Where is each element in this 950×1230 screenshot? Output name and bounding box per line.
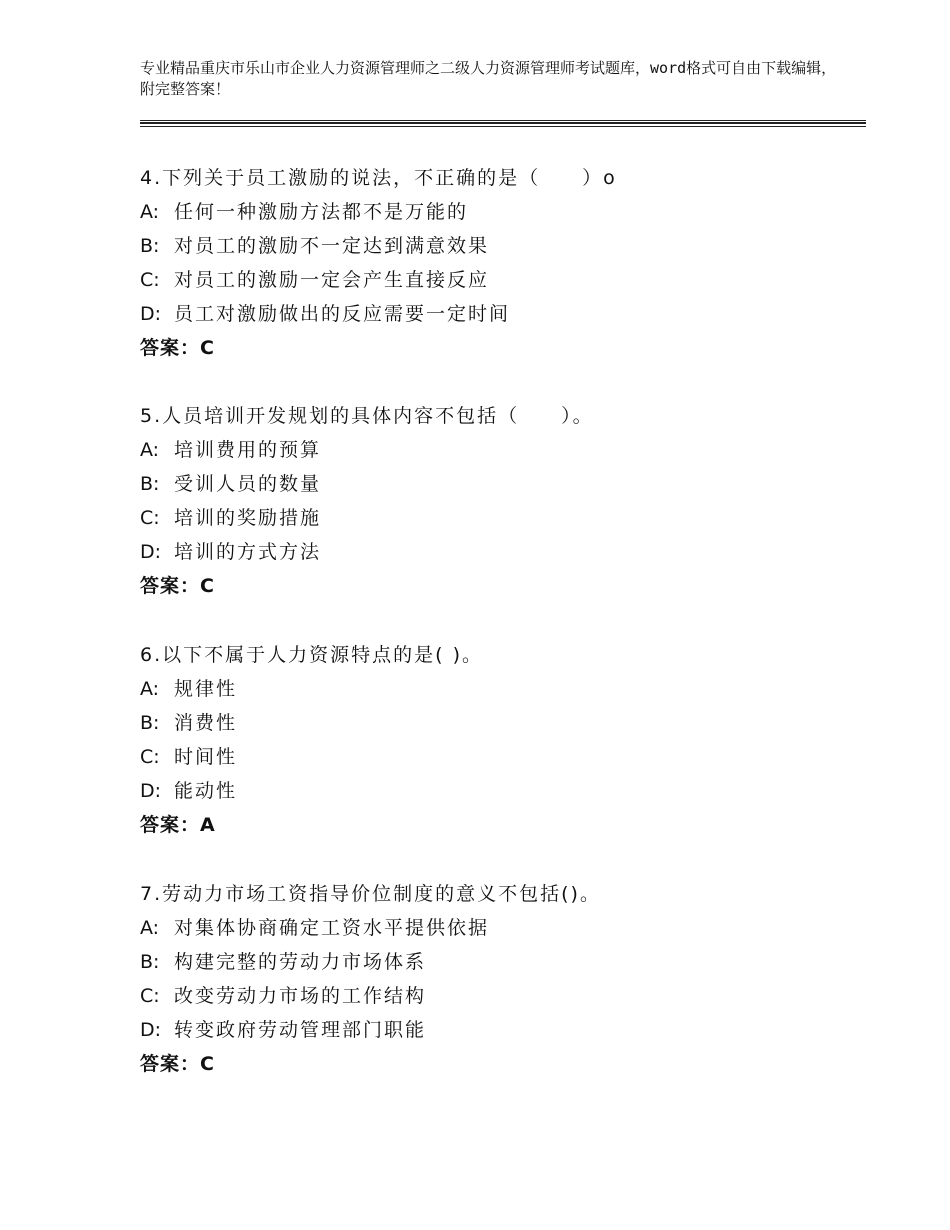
option-text: 构建完整的劳动力市场体系 — [174, 951, 427, 973]
option-d — [140, 774, 860, 808]
option-text: 对员工的激励不一定达到满意效果 — [174, 235, 490, 257]
option-text: 对员工的激励一定会产生直接反应 — [174, 269, 490, 291]
question-stem: 7.劳动力市场工资指导价位制度的意义不包括()。 — [140, 883, 601, 905]
option-key: A: — [140, 917, 160, 939]
question-stem: 6.以下不属于人力资源特点的是( )。 — [140, 644, 483, 666]
option-text: 转变政府劳动管理部门职能 — [174, 1019, 427, 1041]
option-key: B: — [140, 712, 160, 734]
answer-line: 答案：C — [140, 1053, 215, 1075]
option-key: B: — [140, 951, 160, 973]
option-key: A: — [140, 201, 160, 223]
option-b — [140, 945, 860, 979]
question-stem: 4.下列关于员工激励的说法，不正确的是（ ）o — [140, 167, 617, 189]
option-text: 培训费用的预算 — [174, 439, 322, 461]
option-key: D: — [140, 780, 162, 802]
option-text: 对集体协商确定工资水平提供依据 — [174, 917, 490, 939]
option-b — [140, 467, 860, 501]
option-c — [140, 979, 860, 1013]
question-block — [140, 399, 860, 603]
option-d — [140, 1013, 860, 1047]
option-text: 培训的奖励措施 — [174, 507, 322, 529]
header-rule-bottom — [140, 126, 866, 127]
option-a — [140, 433, 860, 467]
option-a — [140, 911, 860, 945]
option-text: 改变劳动力市场的工作结构 — [174, 985, 427, 1007]
question-stem: 5.人员培训开发规划的具体内容不包括（ ）。 — [140, 405, 594, 427]
option-text: 受训人员的数量 — [174, 473, 322, 495]
option-text: 消费性 — [174, 712, 238, 734]
option-key: B: — [140, 235, 160, 257]
question-block — [140, 877, 860, 1081]
option-key: A: — [140, 678, 160, 700]
option-c — [140, 263, 860, 297]
header-rule-top — [140, 120, 866, 121]
header-rule-middle — [140, 122, 866, 124]
option-d — [140, 297, 860, 331]
option-text: 规律性 — [174, 678, 238, 700]
option-text: 培训的方式方法 — [174, 541, 322, 563]
question-block — [140, 161, 860, 365]
option-key: D: — [140, 303, 162, 325]
answer-line: 答案：C — [140, 337, 215, 359]
option-key: C: — [140, 269, 160, 291]
option-c — [140, 501, 860, 535]
answer-line: 答案：C — [140, 575, 215, 597]
option-key: B: — [140, 473, 160, 495]
option-c — [140, 740, 860, 774]
option-key: C: — [140, 507, 160, 529]
answer-line: 答案：A — [140, 814, 216, 836]
option-key: C: — [140, 985, 160, 1007]
option-key: C: — [140, 746, 160, 768]
option-a — [140, 672, 860, 706]
option-b — [140, 706, 860, 740]
option-text: 员工对激励做出的反应需要一定时间 — [174, 303, 511, 325]
document-header: 专业精品重庆市乐山市企业人力资源管理师之二级人力资源管理师考试题库，word格式可自由下载编辑，附完整答案！ — [140, 59, 837, 98]
option-key: D: — [140, 541, 162, 563]
option-a — [140, 195, 860, 229]
option-key: A: — [140, 439, 160, 461]
option-key: D: — [140, 1019, 162, 1041]
question-block — [140, 638, 860, 842]
option-text: 时间性 — [174, 746, 238, 768]
option-b — [140, 229, 860, 263]
option-text: 能动性 — [174, 780, 238, 802]
option-text: 任何一种激励方法都不是万能的 — [174, 201, 469, 223]
option-d — [140, 535, 860, 569]
